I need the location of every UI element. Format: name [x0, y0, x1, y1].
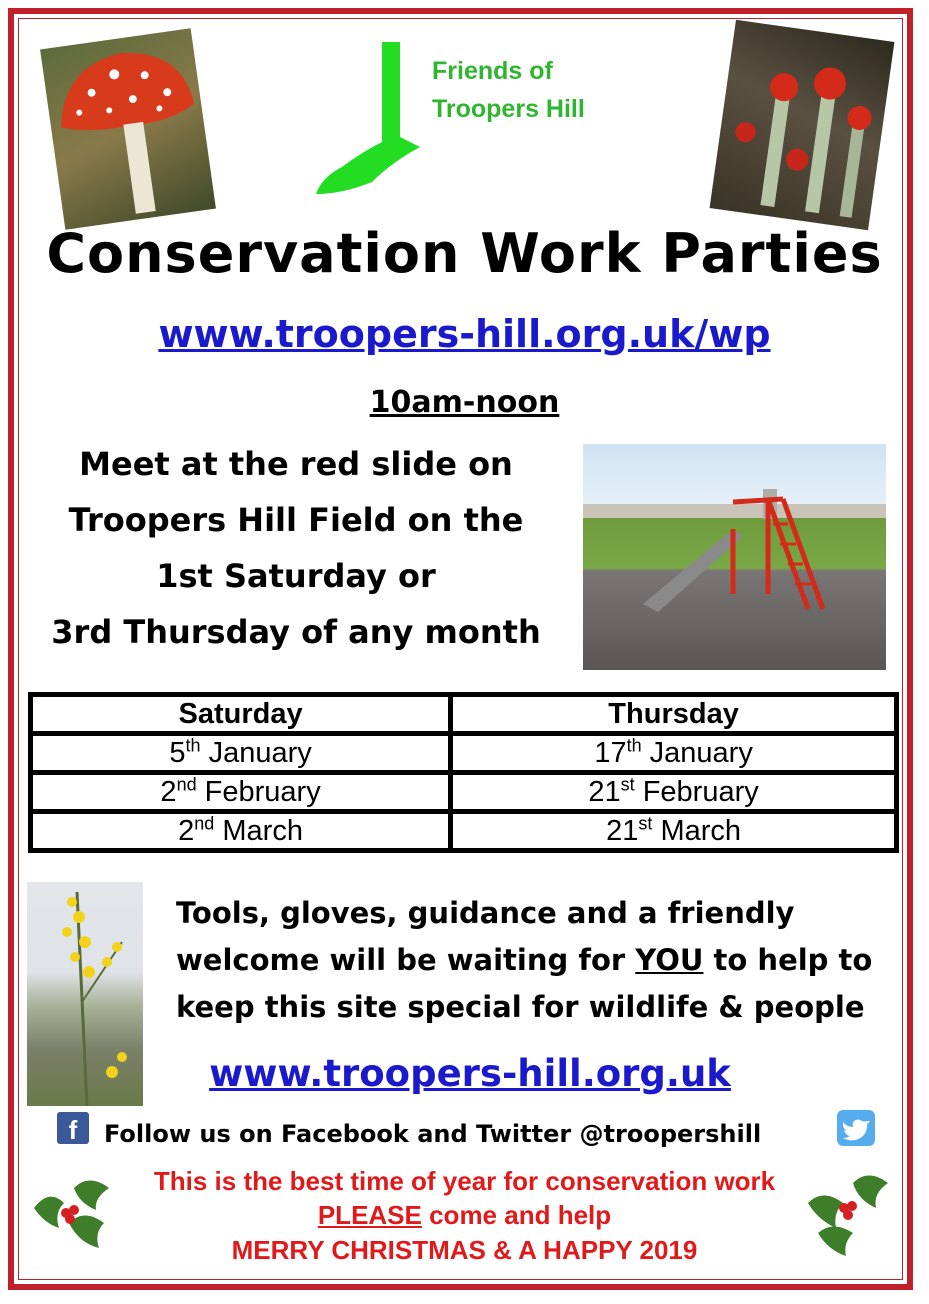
meet-line2: Troopers Hill Field on the [68, 501, 524, 539]
facebook-icon[interactable]: f [57, 1112, 89, 1144]
meet-line1: Meet at the red slide on [79, 445, 513, 483]
time-heading: 10am-noon [369, 385, 560, 420]
date-cell: 21st March [451, 812, 897, 851]
date-cell: 21st February [451, 773, 897, 812]
meet-line4: 3rd Thursday of any month [51, 613, 541, 651]
workparties-link[interactable]: www.troopers-hill.org.uk/wp [158, 312, 771, 356]
tools-line3: keep this site special for wildlife & people [176, 990, 865, 1024]
date-cell: 2nd February [31, 773, 451, 812]
follow-us-text: Follow us on Facebook and Twitter @troopershill [104, 1120, 762, 1148]
red-slide-photo [583, 444, 886, 670]
page-title: Conservation Work Parties [46, 222, 883, 285]
date-cell: 2nd March [31, 812, 451, 851]
footer-line2: PLEASE come and help [317, 1200, 612, 1230]
fly-agaric-mushroom-photo [40, 28, 216, 229]
meet-line3: 1st Saturday or [156, 557, 436, 595]
tools-line1: Tools, gloves, guidance and a friendly [176, 896, 795, 930]
you-emphasis: YOU [635, 943, 704, 977]
logo-line2: Troopers Hill [432, 95, 585, 123]
table-header-row [31, 695, 897, 734]
tools-message [176, 890, 896, 1031]
main-website-link[interactable]: www.troopers-hill.org.uk [209, 1052, 731, 1095]
twitter-icon[interactable] [837, 1110, 875, 1146]
please-emphasis: PLEASE [317, 1200, 422, 1230]
tools-line2: welcome will be waiting for YOU to help to [176, 943, 873, 977]
meeting-info [22, 436, 570, 660]
date-cell: 5th January [31, 734, 451, 773]
table-row [31, 812, 897, 851]
dates-table [28, 692, 899, 853]
logo-line1: Friends of [432, 57, 553, 85]
header-saturday: Saturday [31, 695, 451, 734]
table-row [31, 734, 897, 773]
table-row [31, 773, 897, 812]
footer-line3: MERRY CHRISTMAS & A HAPPY 2019 [231, 1235, 698, 1265]
logo-text [432, 52, 585, 128]
red-lichen-photo [710, 20, 895, 230]
footer-line1: This is the best time of year for conservation work [153, 1166, 776, 1196]
troopers-hill-logo [312, 42, 422, 197]
header-thursday: Thursday [451, 695, 897, 734]
date-cell: 17th January [451, 734, 897, 773]
yellow-flower-photo [27, 882, 143, 1106]
